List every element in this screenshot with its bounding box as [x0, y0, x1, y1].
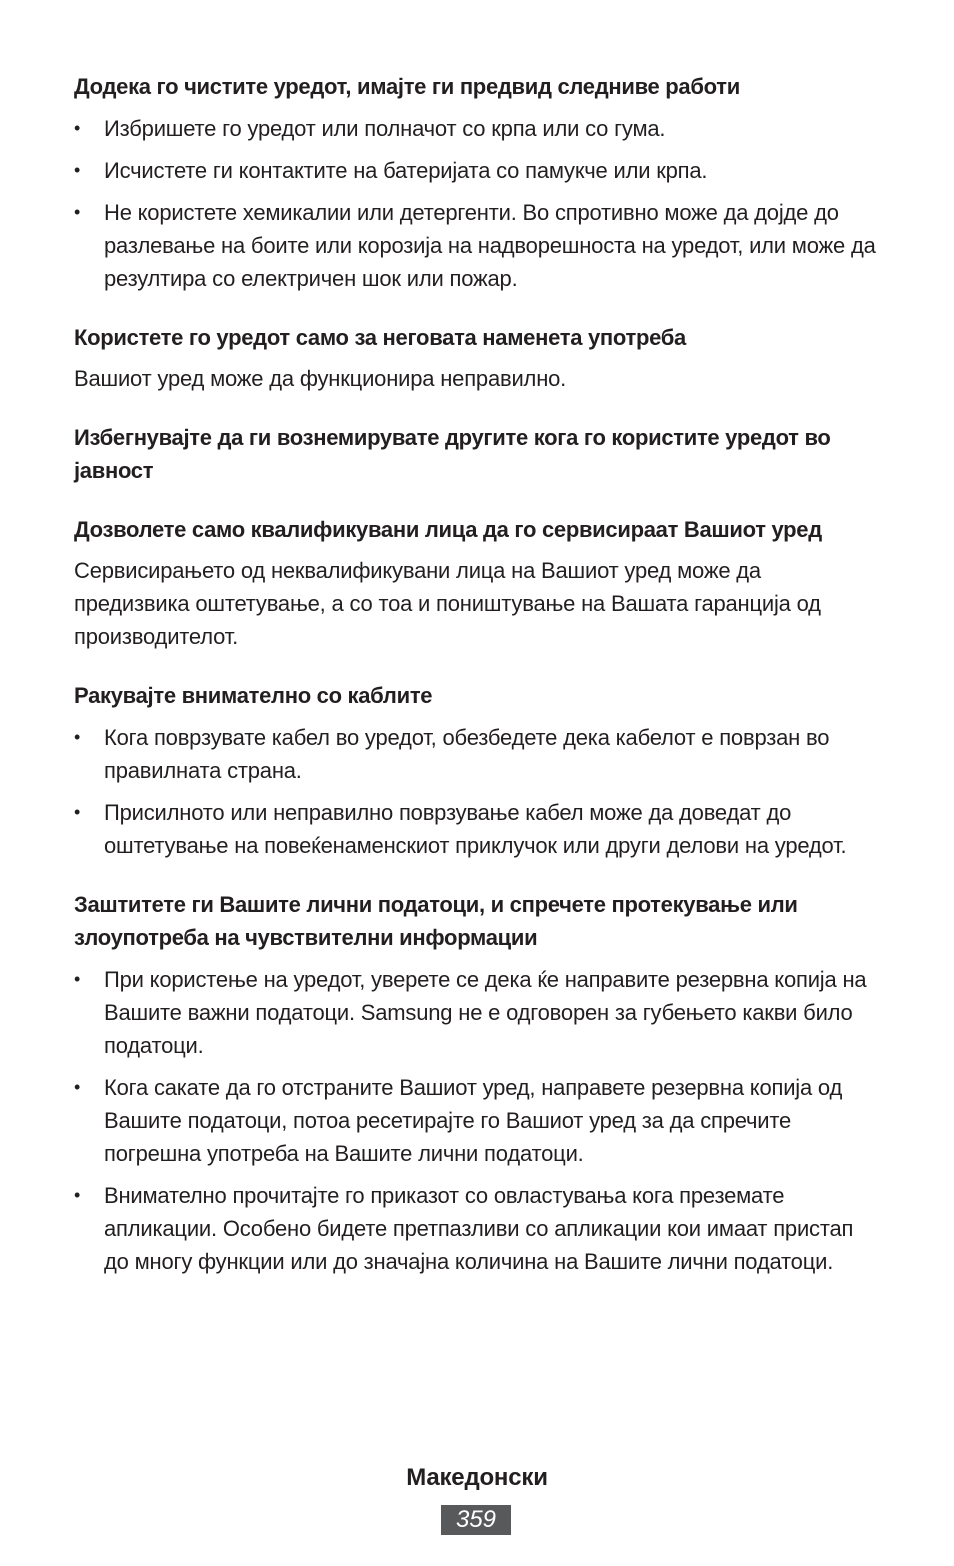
section-cables — [74, 679, 882, 862]
section-public-use — [74, 421, 882, 487]
spacer — [74, 487, 882, 513]
list-item — [74, 721, 882, 787]
document-body — [74, 70, 882, 1278]
section-heading: Ракувајте внимателно со каблите — [74, 683, 433, 708]
section-qualified-service — [74, 513, 882, 653]
list-item-text: Кога поврзувате кабел во уредот, обезбедете дека кабелот е поврзан во правилната страна. — [104, 725, 830, 783]
bullet-icon: • — [74, 802, 81, 822]
bullet-icon: • — [74, 1077, 81, 1097]
spacer — [74, 653, 882, 679]
list-item — [74, 963, 882, 1062]
list-item — [74, 196, 882, 295]
spacer — [74, 295, 882, 321]
bullet-icon: • — [74, 160, 81, 180]
spacer — [74, 395, 882, 421]
list-item-text: Исчистете ги контактите на батеријата со памукче или крпа. — [104, 158, 708, 183]
bullet-list — [74, 963, 882, 1278]
section-heading: Избегнувајте да ги вознемирувате другите кога го користите уредот во јавност — [74, 425, 831, 483]
list-item — [74, 1179, 882, 1278]
list-item-text: Избришете го уредот или полначот со крпа или со гума. — [104, 116, 666, 141]
bullet-icon: • — [74, 118, 81, 138]
bullet-list — [74, 112, 882, 295]
section-heading: Дозволете само квалификувани лица да го сервисираат Вашиот уред — [74, 517, 822, 542]
bullet-icon: • — [74, 727, 81, 747]
list-item — [74, 1071, 882, 1170]
section-paragraph: Сервисирањето од неквалификувани лица на Вашиот уред може да предизвика оштетување, а со тоа и поништување на Вашата гаранција од производителот. — [74, 558, 821, 649]
list-item — [74, 154, 882, 187]
footer-language: Македонски — [406, 1464, 548, 1491]
list-item-text: Внимателно прочитајте го приказот со овластувања кога преземате апликации. Особено бидете претпазливи со апликации кои имаат пристап до многу функции или до значајна количина на Вашите лични податоци. — [104, 1183, 854, 1274]
bullet-list — [74, 721, 882, 862]
list-item-text: Кога сакате да го отстраните Вашиот уред, направете резервна копија од Вашите податоци, потоа ресетирајте го Вашиот уред за да спречите погрешна употреба на Вашите лични податоци. — [104, 1075, 843, 1166]
section-heading: Заштитете ги Вашите лични податоци, и спречете протекување или злоупотреба на чувствителни информации — [74, 892, 798, 950]
spacer — [74, 862, 882, 888]
list-item-text: Не користете хемикалии или детергенти. Во спротивно може да дојде до разлевање на боите или корозија на надворешноста на уредот, или може да резултира со електричен шок или пожар. — [104, 200, 876, 291]
bullet-icon: • — [74, 969, 81, 989]
section-personal-data — [74, 888, 882, 1278]
section-paragraph: Вашиот уред може да функционира неправилно. — [74, 366, 567, 391]
section-heading: Користете го уредот само за неговата наменета употреба — [74, 325, 686, 350]
bullet-icon: • — [74, 1185, 81, 1205]
list-item — [74, 112, 882, 145]
section-intended-use — [74, 321, 882, 395]
list-item-text: Присилното или неправилно поврзување кабел може да доведат до оштетување на повеќенаменскиот приклучок или други делови на уредот. — [104, 800, 847, 858]
section-cleaning — [74, 70, 882, 295]
page-number: 359 — [441, 1505, 511, 1535]
list-item-text: При користење на уредот, уверете се дека ќе направите резервна копија на Вашите важни податоци. Samsung не е одговорен за губењето какви било податоци. — [104, 967, 867, 1058]
list-item — [74, 796, 882, 862]
section-heading: Додека го чистите уредот, имајте ги предвид следниве работи — [74, 74, 740, 99]
bullet-icon: • — [74, 202, 81, 222]
